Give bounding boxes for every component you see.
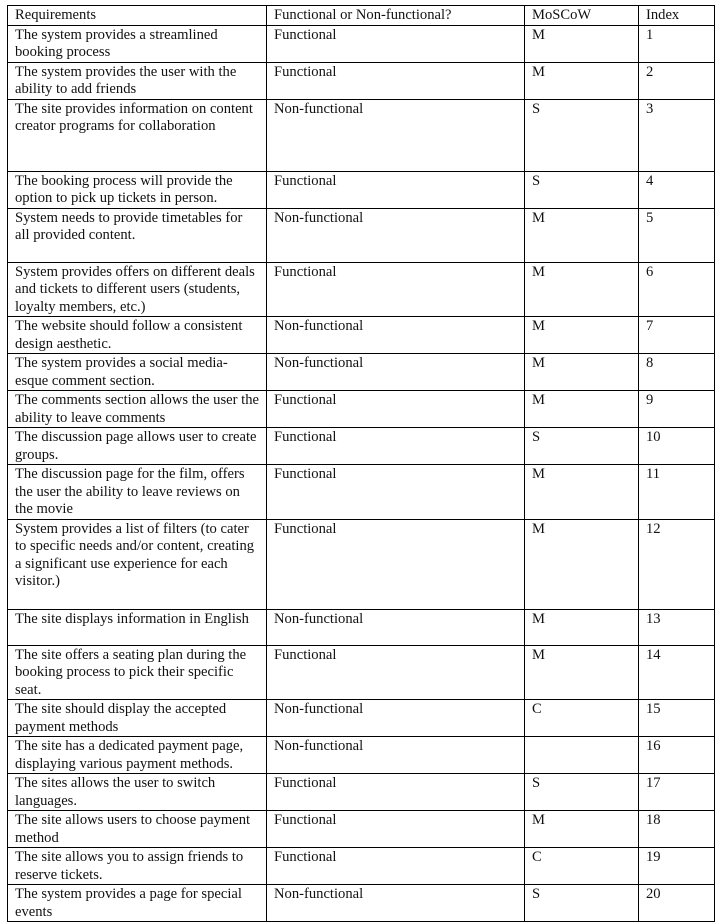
index-cell: 4: [639, 171, 715, 208]
moscow-cell: S: [525, 885, 639, 922]
index-cell: 10: [639, 428, 715, 465]
index-cell: 5: [639, 208, 715, 262]
table-row: [8, 811, 715, 848]
index-cell: 19: [639, 848, 715, 885]
type-cell: Functional: [267, 811, 525, 848]
moscow-cell: S: [525, 171, 639, 208]
index-cell: 6: [639, 262, 715, 317]
header-requirements: Requirements: [8, 6, 267, 26]
table-row: [8, 774, 715, 811]
table-row: [8, 609, 715, 645]
type-cell: Functional: [267, 428, 525, 465]
table-row: [8, 62, 715, 99]
type-cell: Non-functional: [267, 609, 525, 645]
table-row: [8, 99, 715, 171]
requirement-cell: The discussion page allows user to create groups.: [8, 428, 267, 465]
requirement-cell: The website should follow a consistent design aesthetic.: [8, 317, 267, 354]
requirement-cell: The discussion page for the film, offers the user the ability to leave reviews on the movie: [8, 465, 267, 520]
moscow-cell: M: [525, 317, 639, 354]
type-cell: Non-functional: [267, 737, 525, 774]
moscow-cell: M: [525, 465, 639, 520]
table-row: [8, 519, 715, 609]
moscow-cell: M: [525, 645, 639, 700]
moscow-cell: M: [525, 391, 639, 428]
type-cell: Functional: [267, 645, 525, 700]
type-cell: Functional: [267, 848, 525, 885]
header-moscow: MoSCoW: [525, 6, 639, 26]
requirement-cell: System needs to provide timetables for all provided content.: [8, 208, 267, 262]
type-cell: Functional: [267, 391, 525, 428]
requirement-cell: The sites allows the user to switch languages.: [8, 774, 267, 811]
type-cell: Functional: [267, 25, 525, 62]
index-cell: 8: [639, 354, 715, 391]
moscow-cell: M: [525, 62, 639, 99]
moscow-cell: M: [525, 519, 639, 609]
type-cell: Functional: [267, 171, 525, 208]
table-row: [8, 700, 715, 737]
requirement-cell: System provides a list of filters (to cater to specific needs and/or content, creating a significant use experience for each visitor.): [8, 519, 267, 609]
type-cell: Functional: [267, 262, 525, 317]
index-cell: 16: [639, 737, 715, 774]
index-cell: 9: [639, 391, 715, 428]
requirement-cell: The comments section allows the user the ability to leave comments: [8, 391, 267, 428]
requirement-cell: The booking process will provide the option to pick up tickets in person.: [8, 171, 267, 208]
moscow-cell: M: [525, 354, 639, 391]
table-row: [8, 885, 715, 922]
moscow-cell: C: [525, 848, 639, 885]
requirement-cell: The site allows users to choose payment method: [8, 811, 267, 848]
moscow-cell: M: [525, 609, 639, 645]
requirement-cell: The system provides a page for special events: [8, 885, 267, 922]
index-cell: 18: [639, 811, 715, 848]
index-cell: 7: [639, 317, 715, 354]
index-cell: 13: [639, 609, 715, 645]
requirements-table: [7, 5, 715, 922]
header-index: Index: [639, 6, 715, 26]
header-type: Functional or Non-functional?: [267, 6, 525, 26]
type-cell: Non-functional: [267, 317, 525, 354]
type-cell: Functional: [267, 62, 525, 99]
moscow-cell: [525, 737, 639, 774]
table-row: [8, 354, 715, 391]
index-cell: 11: [639, 465, 715, 520]
moscow-cell: S: [525, 99, 639, 171]
moscow-cell: M: [525, 25, 639, 62]
moscow-cell: M: [525, 208, 639, 262]
table-row: [8, 645, 715, 700]
table-row: [8, 208, 715, 262]
header-row: [8, 6, 715, 26]
table-row: [8, 391, 715, 428]
requirement-cell: The system provides a social media-esque comment section.: [8, 354, 267, 391]
table-row: [8, 465, 715, 520]
type-cell: Non-functional: [267, 99, 525, 171]
moscow-cell: S: [525, 428, 639, 465]
moscow-cell: M: [525, 811, 639, 848]
requirement-cell: The site displays information in English: [8, 609, 267, 645]
requirement-cell: The system provides the user with the ability to add friends: [8, 62, 267, 99]
table-row: [8, 848, 715, 885]
table-row: [8, 428, 715, 465]
table-row: [8, 262, 715, 317]
index-cell: 1: [639, 25, 715, 62]
moscow-cell: M: [525, 262, 639, 317]
requirement-cell: The site allows you to assign friends to reserve tickets.: [8, 848, 267, 885]
index-cell: 12: [639, 519, 715, 609]
table-row: [8, 25, 715, 62]
requirement-cell: The site provides information on content creator programs for collaboration: [8, 99, 267, 171]
type-cell: Non-functional: [267, 885, 525, 922]
requirement-cell: The site has a dedicated payment page, displaying various payment methods.: [8, 737, 267, 774]
index-cell: 14: [639, 645, 715, 700]
index-cell: 3: [639, 99, 715, 171]
type-cell: Non-functional: [267, 208, 525, 262]
requirement-cell: System provides offers on different deals and tickets to different users (students, loyalty members, etc.): [8, 262, 267, 317]
requirement-cell: The system provides a streamlined booking process: [8, 25, 267, 62]
type-cell: Functional: [267, 774, 525, 811]
table-row: [8, 171, 715, 208]
requirement-cell: The site offers a seating plan during the booking process to pick their specific seat.: [8, 645, 267, 700]
requirement-cell: The site should display the accepted payment methods: [8, 700, 267, 737]
moscow-cell: S: [525, 774, 639, 811]
type-cell: Functional: [267, 465, 525, 520]
index-cell: 20: [639, 885, 715, 922]
moscow-cell: C: [525, 700, 639, 737]
type-cell: Non-functional: [267, 700, 525, 737]
type-cell: Non-functional: [267, 354, 525, 391]
index-cell: 15: [639, 700, 715, 737]
table-row: [8, 737, 715, 774]
type-cell: Functional: [267, 519, 525, 609]
table-row: [8, 317, 715, 354]
index-cell: 2: [639, 62, 715, 99]
index-cell: 17: [639, 774, 715, 811]
